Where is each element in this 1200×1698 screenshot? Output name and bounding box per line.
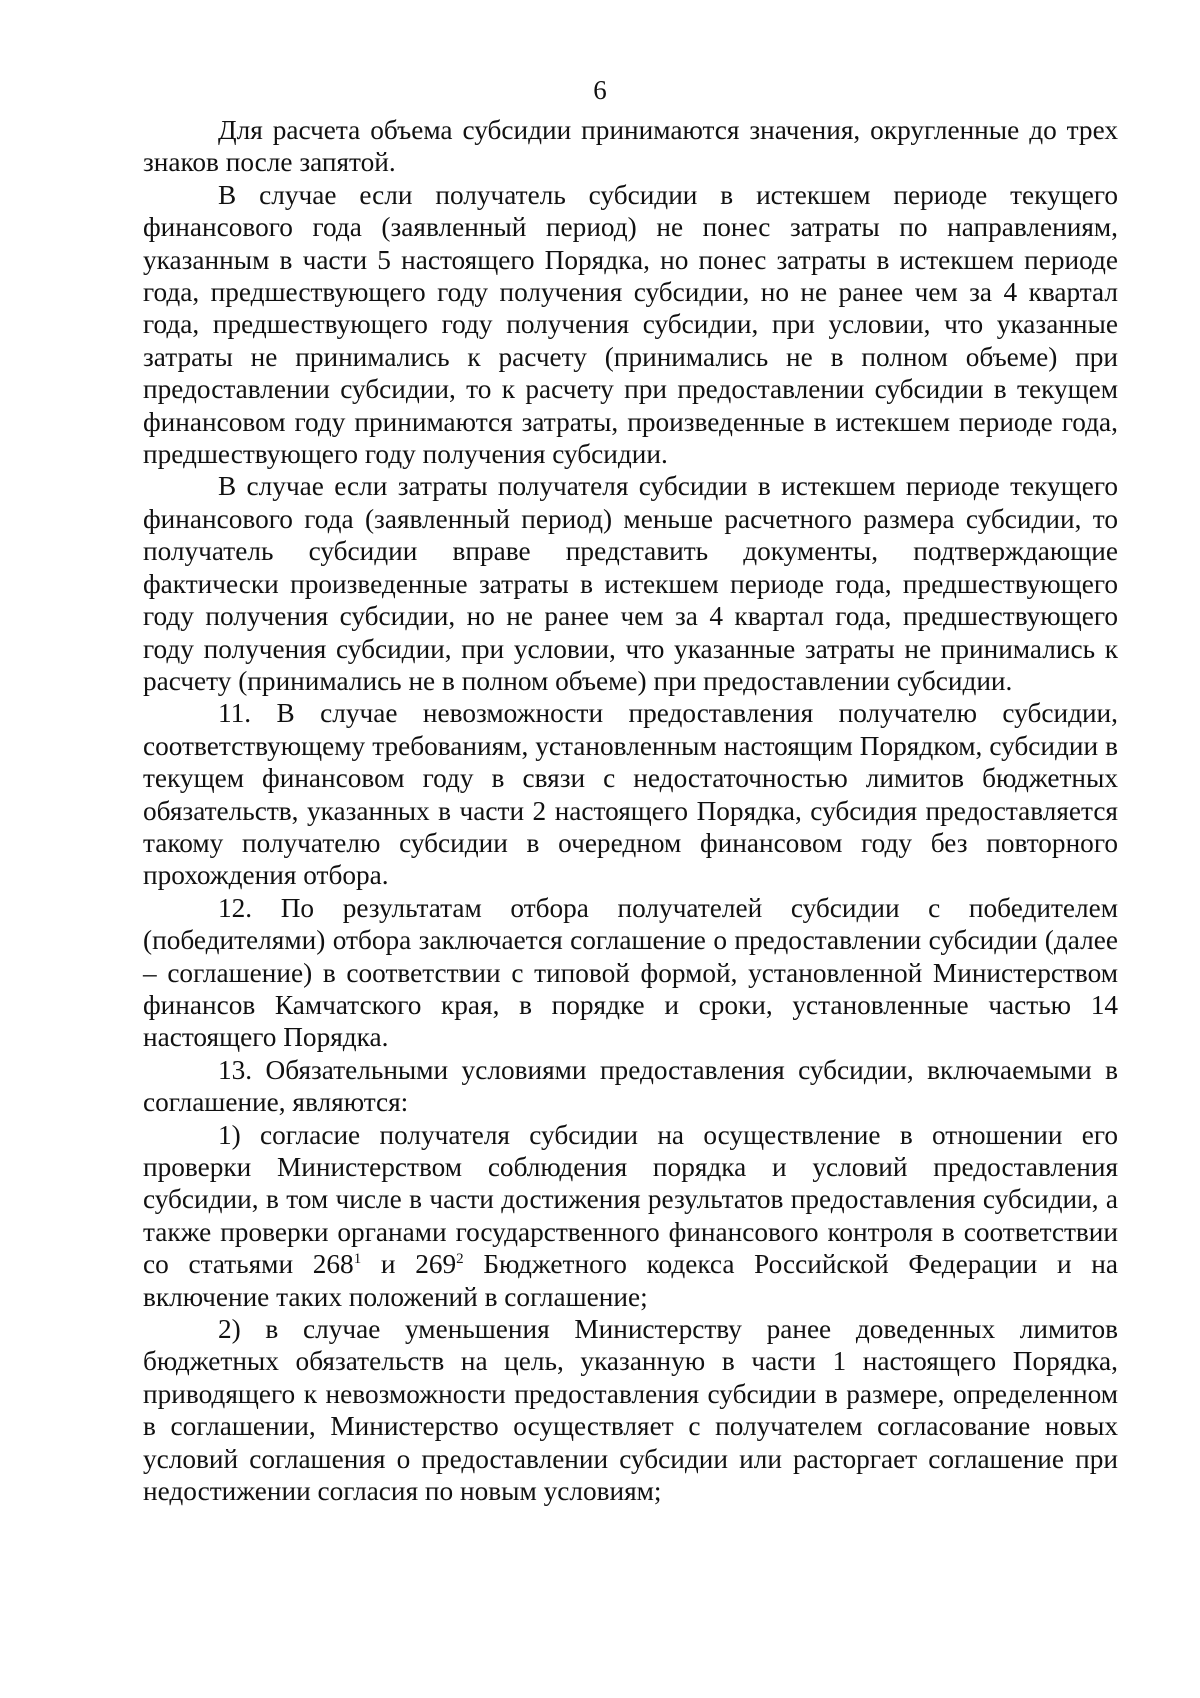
paragraph-item-1 <box>143 1119 1118 1313</box>
paragraph-expenses-less-than-calculated: В случае если затраты получателя субсидии в истекшем периоде текущего финансового года (заявленный период) меньше расчетного размера субсидии, то получатель субсидии вправе представить документы, подтверждающие фактически произведенные затраты в истекшем периоде года, предшествующего году получения субсидии, но не ранее чем за 4 квартал года, предшествующего году получения субсидии, при условии, что указанные затраты не принимались к расчету (принимались не в полном объеме) при предоставлении субсидии. <box>143 471 1118 696</box>
paragraph-clause-11: 11. В случае невозможности предоставления получателю субсидии, соответствующему требованиям, установленным настоящим Порядком, субсидии в текущем финансовом году в связи с недостаточностью лимитов бюджетных обязательств, указанных в части 2 настоящего Порядка, субсидия предоставляется такому получателю субсидии в очередном финансовом году без повторного прохождения отбора. <box>143 698 1118 891</box>
paragraph-clause-12: 12. По результатам отбора получателей субсидии с победителем (победителями) отбора заключается соглашение о предоставлении субсидии (далее – соглашение) в соответствии с типовой формой, установленной Министерством финансов Камчатского края, в порядке и сроки, установленные частью 14 настоящего Порядка. <box>143 892 1118 1053</box>
document-body <box>143 114 1118 1507</box>
paragraph-rounding: Для расчета объема субсидии принимаются значения, округленные до трех знаков после запятой. <box>143 115 1118 178</box>
paragraph-clause-13: 13. Обязательными условиями предоставления субсидии, включаемыми в соглашение, являются: <box>143 1054 1118 1118</box>
item-1-text-before: 1) согласие получателя субсидии на осуществление в отношении его проверки Министерством соблюдения порядка и условий предоставления субсидии, в том числе в части достижения результатов предоставления субсидии, а также проверки органами государственного финансового контроля в соответствии со статьями 268 <box>143 1119 1118 1280</box>
superscript-269: 2 <box>456 1251 464 1268</box>
paragraph-expenses-not-incurred: В случае если получатель субсидии в истекшем периоде текущего финансового года (заявленный период) не понес затраты по направлениям, указанным в части 5 настоящего Порядка, но понес затраты в истекшем периоде года, предшествующего году получения субсидии, но не ранее чем за 4 квартал года, предшествующего году получения субсидии, при условии, что указанные затраты не принимались к расчету (принимались не в полном объеме) при предоставлении субсидии, то к расчету при предоставлении субсидии в текущем финансовом году принимаются затраты, произведенные в истекшем периоде года, предшествующего году получения субсидии. <box>143 179 1118 470</box>
item-1-text-middle: и 269 <box>361 1249 457 1280</box>
paragraph-item-2: 2) в случае уменьшения Министерству ранее доведенных лимитов бюджетных обязательств на цель, указанную в части 1 настоящего Порядка, приводящего к невозможности предоставления субсидии в размере, определенном в соглашении, Министерство осуществляет с получателем согласование новых условий соглашения о предоставлении субсидии или расторгает соглашение при недостижении согласия по новым условиям; <box>143 1314 1118 1507</box>
item-1-text-after: Бюджетного кодекса Российской Федерации и на включение таких положений в соглашение; <box>143 1249 1119 1312</box>
superscript-268: 1 <box>353 1251 362 1268</box>
page-number: 6 <box>593 75 607 105</box>
